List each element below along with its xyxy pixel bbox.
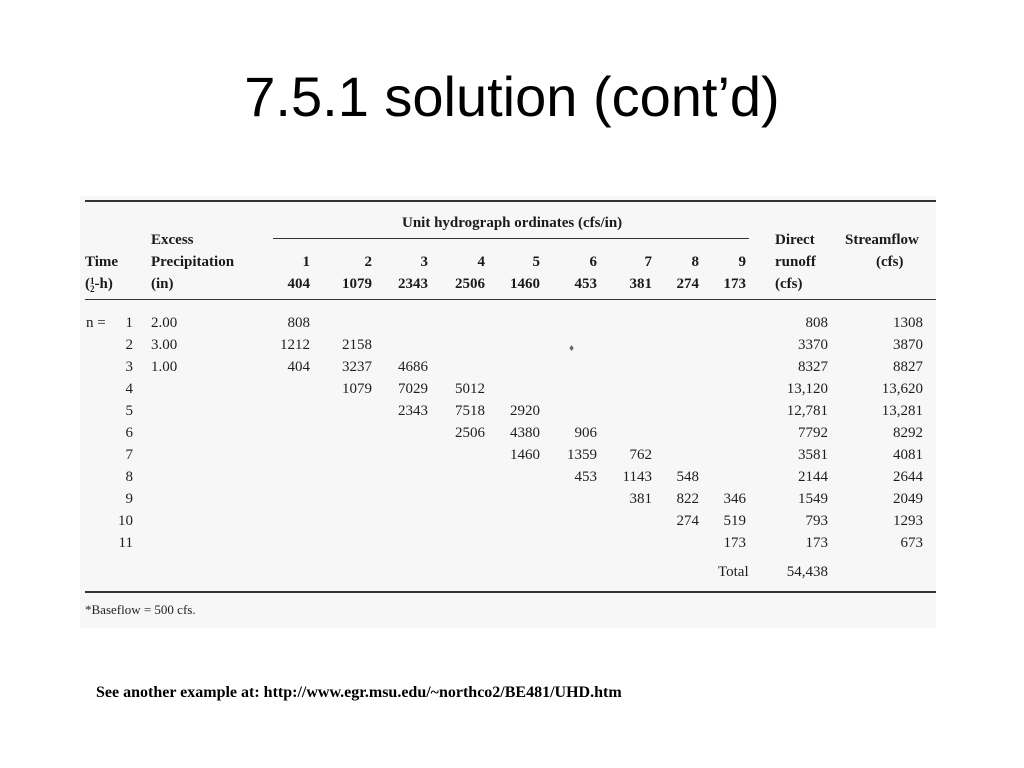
group-header: Unit hydrograph ordinates (cfs/in) (402, 215, 623, 231)
excess-header-line1: Excess (151, 232, 194, 248)
uh-column-number: 3 (420, 254, 428, 270)
group-header-rule (273, 238, 749, 239)
total-value: 54,438 (786, 564, 828, 580)
streamflow-value: 673 (900, 535, 923, 551)
direct-runoff-value: 2144 (798, 469, 828, 485)
time-step: 7 (125, 447, 133, 463)
uh-column-number: 2 (364, 254, 372, 270)
uh-ordinate-header: 1079 (342, 276, 372, 292)
streamflow-value: 8827 (893, 359, 923, 375)
uh-product-cell: 2158 (342, 337, 372, 353)
streamflow-value: 13,620 (881, 381, 923, 397)
uh-product-cell: 2343 (398, 403, 428, 419)
uh-column-number: 4 (477, 254, 485, 270)
excess-precip: 2.00 (151, 315, 178, 331)
time-step: 6 (125, 425, 133, 441)
time-header-line2: (1 2-h) (85, 275, 113, 294)
uh-column-number: 7 (644, 254, 652, 270)
time-step: 3 (125, 359, 133, 375)
direct-header-line1: Direct (775, 232, 815, 248)
scan-speck: ♦ (569, 343, 575, 354)
streamflow-header-line1: Streamflow (845, 232, 919, 248)
uh-ordinate-header: 1460 (510, 276, 540, 292)
uh-product-cell: 453 (574, 469, 597, 485)
direct-runoff-value: 12,781 (786, 403, 828, 419)
excess-header-line2: Precipitation (151, 254, 235, 270)
streamflow-value: 1308 (893, 315, 923, 331)
uh-product-cell: 2506 (455, 425, 485, 441)
uh-product-cell: 5012 (455, 381, 485, 397)
uh-product-cell: 1460 (510, 447, 540, 463)
uh-product-cell: 762 (629, 447, 652, 463)
half-fraction: 1 2 (90, 275, 95, 294)
time-step: 8 (125, 469, 133, 485)
uh-column-number: 5 (532, 254, 540, 270)
example-link-text[interactable]: See another example at: http://www.egr.msu.edu/~northco2/BE481/UHD.htm (96, 684, 622, 701)
uh-column-number: 9 (738, 254, 746, 270)
time-step: 2 (125, 337, 133, 353)
uh-product-cell: 274 (676, 513, 699, 529)
uh-product-cell: 519 (723, 513, 746, 529)
uh-product-cell: 3237 (342, 359, 372, 375)
n-equals-label: n = (86, 315, 106, 331)
time-step: 9 (125, 491, 133, 507)
excess-precip: 3.00 (151, 337, 178, 353)
uh-ordinate-header: 453 (574, 276, 597, 292)
header-bottom-rule (85, 299, 936, 300)
top-rule (85, 200, 936, 202)
uh-ordinate-header: 173 (723, 276, 746, 292)
uh-ordinate-header: 381 (629, 276, 652, 292)
uh-column-number: 1 (302, 254, 310, 270)
uh-ordinate-header: 274 (676, 276, 699, 292)
uh-product-cell: 808 (287, 315, 310, 331)
streamflow-value: 4081 (893, 447, 923, 463)
uh-product-cell: 906 (574, 425, 597, 441)
uh-product-cell: 2920 (510, 403, 540, 419)
uh-ordinate-header: 404 (287, 276, 310, 292)
uh-product-cell: 7029 (398, 381, 428, 397)
uh-product-cell: 1079 (342, 381, 372, 397)
direct-header-line2: runoff (775, 254, 816, 270)
streamflow-value: 2644 (893, 469, 923, 485)
streamflow-value: 3870 (893, 337, 923, 353)
slide-title: 7.5.1 solution (cont’d) (244, 65, 780, 128)
direct-runoff-value: 3581 (798, 447, 828, 463)
direct-runoff-value: 1549 (798, 491, 828, 507)
uh-product-cell: 1359 (567, 447, 597, 463)
direct-runoff-value: 808 (805, 315, 828, 331)
uh-product-cell: 1212 (280, 337, 310, 353)
uh-column-number: 8 (691, 254, 699, 270)
uh-product-cell: 4380 (510, 425, 540, 441)
streamflow-value: 2049 (893, 491, 923, 507)
baseflow-footnote: *Baseflow = 500 cfs. (85, 602, 196, 617)
bottom-rule (85, 591, 936, 593)
streamflow-value: 8292 (893, 425, 923, 441)
uh-product-cell: 822 (676, 491, 699, 507)
time-step: 5 (125, 403, 133, 419)
direct-runoff-value: 8327 (798, 359, 828, 375)
time-header-line1: Time (85, 254, 119, 270)
direct-runoff-value: 3370 (798, 337, 828, 353)
uh-product-cell: 4686 (398, 359, 428, 375)
uh-ordinate-header: 2506 (455, 276, 485, 292)
uh-product-cell: 173 (723, 535, 746, 551)
uh-product-cell: 548 (676, 469, 699, 485)
time-step: 4 (125, 381, 133, 397)
uh-product-cell: 381 (629, 491, 652, 507)
streamflow-value: 13,281 (881, 403, 923, 419)
time-step: 11 (118, 535, 133, 551)
uh-product-cell: 346 (723, 491, 746, 507)
total-label: Total (718, 564, 749, 580)
time-step: 1 (125, 315, 133, 331)
direct-runoff-value: 173 (805, 535, 828, 551)
direct-header-line3: (cfs) (775, 276, 803, 292)
uh-column-number: 6 (589, 254, 597, 270)
direct-runoff-value: 13,120 (786, 381, 828, 397)
time-step: 10 (118, 513, 133, 529)
excess-header-line3: (in) (151, 276, 174, 292)
direct-runoff-value: 7792 (798, 425, 828, 441)
uh-ordinate-header: 2343 (398, 276, 428, 292)
direct-runoff-value: 793 (805, 513, 828, 529)
uh-product-cell: 404 (287, 359, 310, 375)
streamflow-header-line2: (cfs) (876, 254, 904, 270)
streamflow-value: 1293 (893, 513, 923, 529)
excess-precip: 1.00 (151, 359, 178, 375)
uh-product-cell: 1143 (622, 469, 652, 485)
uh-product-cell: 7518 (455, 403, 485, 419)
